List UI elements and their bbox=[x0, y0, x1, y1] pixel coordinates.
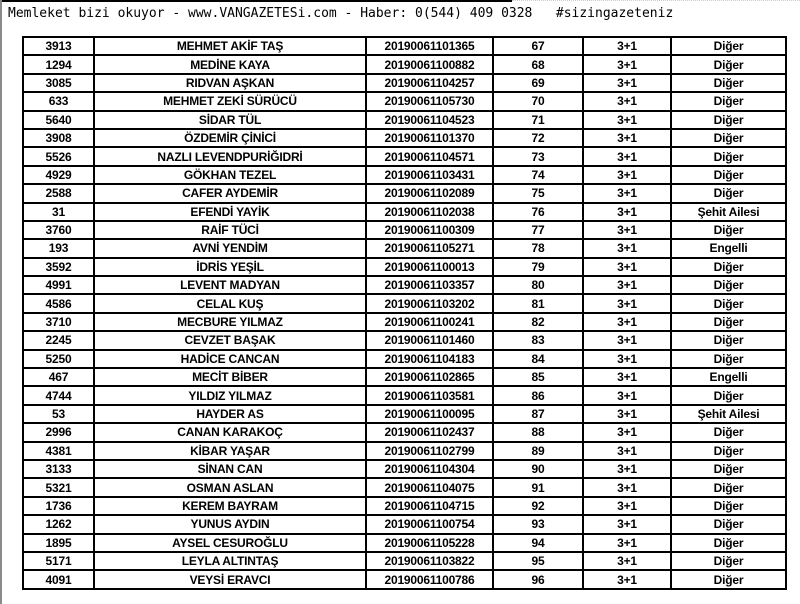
cell-kategori: Diğer bbox=[671, 386, 786, 404]
table-row bbox=[23, 147, 786, 165]
cell-sira-no: 93 bbox=[493, 515, 583, 533]
cell-ad-soyad: AYSEL CESUROĞLU bbox=[94, 534, 366, 552]
cell-basvuru-no: 4744 bbox=[23, 386, 94, 404]
cell-basvuru-belge-no: 20190061101460 bbox=[366, 331, 493, 349]
cell-kategori: Diğer bbox=[671, 313, 786, 331]
cell-basvuru-belge-no: 20190061100309 bbox=[366, 221, 493, 239]
table-row bbox=[23, 405, 786, 423]
cell-konut-tipi: 3+1 bbox=[583, 405, 671, 423]
table-row bbox=[23, 184, 786, 202]
cell-kategori: Diğer bbox=[671, 552, 786, 570]
cell-konut-tipi: 3+1 bbox=[583, 423, 671, 441]
cell-konut-tipi: 3+1 bbox=[583, 203, 671, 221]
cell-ad-soyad: AVNİ YENDİM bbox=[94, 239, 366, 257]
cell-ad-soyad: RIDVAN AŞKAN bbox=[94, 74, 366, 92]
cell-ad-soyad: CAFER AYDEMİR bbox=[94, 184, 366, 202]
cell-sira-no: 90 bbox=[493, 460, 583, 478]
table-row bbox=[23, 368, 786, 386]
cell-basvuru-belge-no: 20190061104304 bbox=[366, 460, 493, 478]
table-row bbox=[23, 37, 786, 55]
cell-ad-soyad: VEYSİ ERAVCI bbox=[94, 570, 366, 589]
table-row bbox=[23, 460, 786, 478]
table-row bbox=[23, 497, 786, 515]
cell-kategori: Diğer bbox=[671, 294, 786, 312]
cell-ad-soyad: MECBURE YILMAZ bbox=[94, 313, 366, 331]
cell-konut-tipi: 3+1 bbox=[583, 276, 671, 294]
cell-sira-no: 88 bbox=[493, 423, 583, 441]
cell-basvuru-no: 3085 bbox=[23, 74, 94, 92]
cell-basvuru-belge-no: 20190061100882 bbox=[366, 55, 493, 73]
cell-sira-no: 86 bbox=[493, 386, 583, 404]
cell-basvuru-no: 3710 bbox=[23, 313, 94, 331]
cell-basvuru-no: 53 bbox=[23, 405, 94, 423]
cell-konut-tipi: 3+1 bbox=[583, 570, 671, 589]
cell-kategori: Diğer bbox=[671, 221, 786, 239]
table-row bbox=[23, 552, 786, 570]
cell-konut-tipi: 3+1 bbox=[583, 184, 671, 202]
cell-konut-tipi: 3+1 bbox=[583, 166, 671, 184]
cell-basvuru-no: 4381 bbox=[23, 442, 94, 460]
table-row bbox=[23, 258, 786, 276]
cell-ad-soyad: KİBAR YAŞAR bbox=[94, 442, 366, 460]
applicant-table bbox=[22, 36, 787, 590]
cell-ad-soyad: MEHMET ZEKİ SÜRÜCÜ bbox=[94, 92, 366, 110]
cell-konut-tipi: 3+1 bbox=[583, 386, 671, 404]
cell-sira-no: 75 bbox=[493, 184, 583, 202]
cell-ad-soyad: MECİT BİBER bbox=[94, 368, 366, 386]
cell-basvuru-belge-no: 20190061100095 bbox=[366, 405, 493, 423]
cell-basvuru-belge-no: 20190061103581 bbox=[366, 386, 493, 404]
cell-kategori: Diğer bbox=[671, 331, 786, 349]
cell-sira-no: 87 bbox=[493, 405, 583, 423]
cell-basvuru-belge-no: 20190061100013 bbox=[366, 258, 493, 276]
cell-konut-tipi: 3+1 bbox=[583, 515, 671, 533]
cell-ad-soyad: MEHMET AKİF TAŞ bbox=[94, 37, 366, 55]
cell-konut-tipi: 3+1 bbox=[583, 313, 671, 331]
cell-ad-soyad: İDRİS YEŞİL bbox=[94, 258, 366, 276]
cell-kategori: Şehit Ailesi bbox=[671, 405, 786, 423]
cell-kategori: Diğer bbox=[671, 166, 786, 184]
cell-kategori: Diğer bbox=[671, 74, 786, 92]
cell-basvuru-no: 4586 bbox=[23, 294, 94, 312]
cell-konut-tipi: 3+1 bbox=[583, 534, 671, 552]
cell-basvuru-no: 3908 bbox=[23, 129, 94, 147]
cell-sira-no: 74 bbox=[493, 166, 583, 184]
cell-ad-soyad: OSMAN ASLAN bbox=[94, 478, 366, 496]
cell-basvuru-belge-no: 20190061100786 bbox=[366, 570, 493, 589]
cell-ad-soyad: SİNAN CAN bbox=[94, 460, 366, 478]
cell-basvuru-belge-no: 20190061105730 bbox=[366, 92, 493, 110]
cell-basvuru-no: 31 bbox=[23, 203, 94, 221]
cell-kategori: Diğer bbox=[671, 515, 786, 533]
left-edge-line bbox=[0, 0, 2, 604]
cell-sira-no: 70 bbox=[493, 92, 583, 110]
cell-basvuru-no: 5640 bbox=[23, 111, 94, 129]
cell-sira-no: 80 bbox=[493, 276, 583, 294]
cell-basvuru-no: 1294 bbox=[23, 55, 94, 73]
cell-ad-soyad: GÖKHAN TEZEL bbox=[94, 166, 366, 184]
cell-sira-no: 85 bbox=[493, 368, 583, 386]
cell-kategori: Diğer bbox=[671, 37, 786, 55]
cell-konut-tipi: 3+1 bbox=[583, 111, 671, 129]
cell-basvuru-no: 633 bbox=[23, 92, 94, 110]
cell-basvuru-belge-no: 20190061104075 bbox=[366, 478, 493, 496]
cell-basvuru-belge-no: 20190061104523 bbox=[366, 111, 493, 129]
cell-kategori: Diğer bbox=[671, 258, 786, 276]
table-row bbox=[23, 166, 786, 184]
cell-sira-no: 81 bbox=[493, 294, 583, 312]
table-row bbox=[23, 386, 786, 404]
cell-ad-soyad: LEYLA ALTINTAŞ bbox=[94, 552, 366, 570]
cell-kategori: Diğer bbox=[671, 497, 786, 515]
cell-konut-tipi: 3+1 bbox=[583, 368, 671, 386]
cell-basvuru-belge-no: 20190061103202 bbox=[366, 294, 493, 312]
cell-basvuru-belge-no: 20190061105271 bbox=[366, 239, 493, 257]
news-ticker-text: Memleket bizi okuyor - www.VANGAZETESi.com - Haber: 0(544) 409 0328 #sizingazeteniz bbox=[8, 6, 674, 21]
cell-sira-no: 79 bbox=[493, 258, 583, 276]
cell-ad-soyad: CELAL KUŞ bbox=[94, 294, 366, 312]
cell-sira-no: 96 bbox=[493, 570, 583, 589]
cell-konut-tipi: 3+1 bbox=[583, 221, 671, 239]
cell-basvuru-no: 1262 bbox=[23, 515, 94, 533]
table-row bbox=[23, 313, 786, 331]
cell-konut-tipi: 3+1 bbox=[583, 92, 671, 110]
cell-kategori: Diğer bbox=[671, 276, 786, 294]
cell-basvuru-no: 5321 bbox=[23, 478, 94, 496]
cell-kategori: Diğer bbox=[671, 570, 786, 589]
cell-basvuru-no: 4929 bbox=[23, 166, 94, 184]
cell-kategori: Diğer bbox=[671, 129, 786, 147]
cell-basvuru-belge-no: 20190061101365 bbox=[366, 37, 493, 55]
cell-sira-no: 68 bbox=[493, 55, 583, 73]
cell-ad-soyad: NAZLI LEVENDPURİĞIDRİ bbox=[94, 147, 366, 165]
cell-ad-soyad: RAİF TÜCİ bbox=[94, 221, 366, 239]
table-row bbox=[23, 221, 786, 239]
cell-sira-no: 72 bbox=[493, 129, 583, 147]
cell-kategori: Diğer bbox=[671, 147, 786, 165]
cell-basvuru-no: 1736 bbox=[23, 497, 94, 515]
cell-basvuru-no: 2588 bbox=[23, 184, 94, 202]
cell-ad-soyad: YILDIZ YILMAZ bbox=[94, 386, 366, 404]
cell-basvuru-no: 2245 bbox=[23, 331, 94, 349]
cell-konut-tipi: 3+1 bbox=[583, 497, 671, 515]
cell-sira-no: 73 bbox=[493, 147, 583, 165]
cell-ad-soyad: EFENDİ YAYİK bbox=[94, 203, 366, 221]
cell-konut-tipi: 3+1 bbox=[583, 442, 671, 460]
cell-basvuru-belge-no: 20190061100241 bbox=[366, 313, 493, 331]
cell-basvuru-no: 3913 bbox=[23, 37, 94, 55]
cell-sira-no: 77 bbox=[493, 221, 583, 239]
cell-basvuru-no: 4991 bbox=[23, 276, 94, 294]
cell-basvuru-belge-no: 20190061103357 bbox=[366, 276, 493, 294]
table-row bbox=[23, 74, 786, 92]
cell-basvuru-belge-no: 20190061105228 bbox=[366, 534, 493, 552]
cell-basvuru-no: 193 bbox=[23, 239, 94, 257]
top-edge-line-faint bbox=[512, 0, 800, 2]
cell-kategori: Diğer bbox=[671, 111, 786, 129]
cell-ad-soyad: HADİCE CANCAN bbox=[94, 350, 366, 368]
cell-ad-soyad: CEVZET BAŞAK bbox=[94, 331, 366, 349]
cell-kategori: Şehit Ailesi bbox=[671, 203, 786, 221]
cell-sira-no: 84 bbox=[493, 350, 583, 368]
cell-sira-no: 78 bbox=[493, 239, 583, 257]
cell-ad-soyad: MEDİNE KAYA bbox=[94, 55, 366, 73]
cell-ad-soyad: HAYDER AS bbox=[94, 405, 366, 423]
cell-basvuru-no: 3592 bbox=[23, 258, 94, 276]
cell-ad-soyad: LEVENT MADYAN bbox=[94, 276, 366, 294]
cell-konut-tipi: 3+1 bbox=[583, 239, 671, 257]
cell-konut-tipi: 3+1 bbox=[583, 258, 671, 276]
cell-basvuru-belge-no: 20190061104715 bbox=[366, 497, 493, 515]
cell-basvuru-belge-no: 20190061102799 bbox=[366, 442, 493, 460]
cell-konut-tipi: 3+1 bbox=[583, 294, 671, 312]
table-row bbox=[23, 534, 786, 552]
cell-basvuru-belge-no: 20190061104183 bbox=[366, 350, 493, 368]
cell-kategori: Diğer bbox=[671, 534, 786, 552]
cell-basvuru-no: 5171 bbox=[23, 552, 94, 570]
cell-basvuru-no: 3760 bbox=[23, 221, 94, 239]
cell-sira-no: 67 bbox=[493, 37, 583, 55]
cell-kategori: Diğer bbox=[671, 442, 786, 460]
table-row bbox=[23, 350, 786, 368]
cell-basvuru-no: 5526 bbox=[23, 147, 94, 165]
table-row bbox=[23, 442, 786, 460]
cell-kategori: Diğer bbox=[671, 92, 786, 110]
cell-konut-tipi: 3+1 bbox=[583, 552, 671, 570]
cell-kategori: Engelli bbox=[671, 368, 786, 386]
cell-basvuru-belge-no: 20190061103822 bbox=[366, 552, 493, 570]
cell-kategori: Engelli bbox=[671, 239, 786, 257]
cell-konut-tipi: 3+1 bbox=[583, 350, 671, 368]
cell-basvuru-no: 467 bbox=[23, 368, 94, 386]
cell-basvuru-belge-no: 20190061104571 bbox=[366, 147, 493, 165]
cell-basvuru-no: 5250 bbox=[23, 350, 94, 368]
cell-kategori: Diğer bbox=[671, 460, 786, 478]
cell-sira-no: 82 bbox=[493, 313, 583, 331]
table-row bbox=[23, 515, 786, 533]
cell-ad-soyad: CANAN KARAKOÇ bbox=[94, 423, 366, 441]
table-row bbox=[23, 129, 786, 147]
cell-basvuru-belge-no: 20190061102437 bbox=[366, 423, 493, 441]
table-row bbox=[23, 294, 786, 312]
cell-basvuru-no: 2996 bbox=[23, 423, 94, 441]
cell-sira-no: 91 bbox=[493, 478, 583, 496]
cell-sira-no: 94 bbox=[493, 534, 583, 552]
cell-sira-no: 69 bbox=[493, 74, 583, 92]
cell-sira-no: 92 bbox=[493, 497, 583, 515]
cell-basvuru-belge-no: 20190061102089 bbox=[366, 184, 493, 202]
table-row bbox=[23, 276, 786, 294]
cell-basvuru-belge-no: 20190061103431 bbox=[366, 166, 493, 184]
cell-konut-tipi: 3+1 bbox=[583, 74, 671, 92]
cell-konut-tipi: 3+1 bbox=[583, 147, 671, 165]
cell-basvuru-belge-no: 20190061100754 bbox=[366, 515, 493, 533]
table-row bbox=[23, 203, 786, 221]
cell-kategori: Diğer bbox=[671, 55, 786, 73]
cell-kategori: Diğer bbox=[671, 478, 786, 496]
table-row bbox=[23, 423, 786, 441]
table-row bbox=[23, 239, 786, 257]
cell-ad-soyad: SİDAR TÜL bbox=[94, 111, 366, 129]
table-row bbox=[23, 331, 786, 349]
cell-basvuru-no: 4091 bbox=[23, 570, 94, 589]
cell-sira-no: 95 bbox=[493, 552, 583, 570]
cell-sira-no: 83 bbox=[493, 331, 583, 349]
applicant-table-body bbox=[23, 37, 786, 589]
cell-ad-soyad: YUNUS AYDIN bbox=[94, 515, 366, 533]
cell-basvuru-belge-no: 20190061102038 bbox=[366, 203, 493, 221]
cell-kategori: Diğer bbox=[671, 350, 786, 368]
table-row bbox=[23, 111, 786, 129]
cell-konut-tipi: 3+1 bbox=[583, 460, 671, 478]
cell-sira-no: 76 bbox=[493, 203, 583, 221]
cell-konut-tipi: 3+1 bbox=[583, 37, 671, 55]
cell-konut-tipi: 3+1 bbox=[583, 478, 671, 496]
cell-ad-soyad: KEREM BAYRAM bbox=[94, 497, 366, 515]
cell-basvuru-belge-no: 20190061104257 bbox=[366, 74, 493, 92]
table-row bbox=[23, 570, 786, 589]
cell-ad-soyad: ÖZDEMİR ÇİNİCİ bbox=[94, 129, 366, 147]
table-row bbox=[23, 55, 786, 73]
table-row bbox=[23, 478, 786, 496]
top-edge-line bbox=[0, 0, 512, 2]
cell-konut-tipi: 3+1 bbox=[583, 331, 671, 349]
cell-kategori: Diğer bbox=[671, 423, 786, 441]
cell-basvuru-no: 1895 bbox=[23, 534, 94, 552]
cell-basvuru-no: 3133 bbox=[23, 460, 94, 478]
cell-sira-no: 89 bbox=[493, 442, 583, 460]
cell-basvuru-belge-no: 20190061102865 bbox=[366, 368, 493, 386]
table-row bbox=[23, 92, 786, 110]
cell-sira-no: 71 bbox=[493, 111, 583, 129]
cell-konut-tipi: 3+1 bbox=[583, 129, 671, 147]
cell-basvuru-belge-no: 20190061101370 bbox=[366, 129, 493, 147]
cell-kategori: Diğer bbox=[671, 184, 786, 202]
cell-konut-tipi: 3+1 bbox=[583, 55, 671, 73]
